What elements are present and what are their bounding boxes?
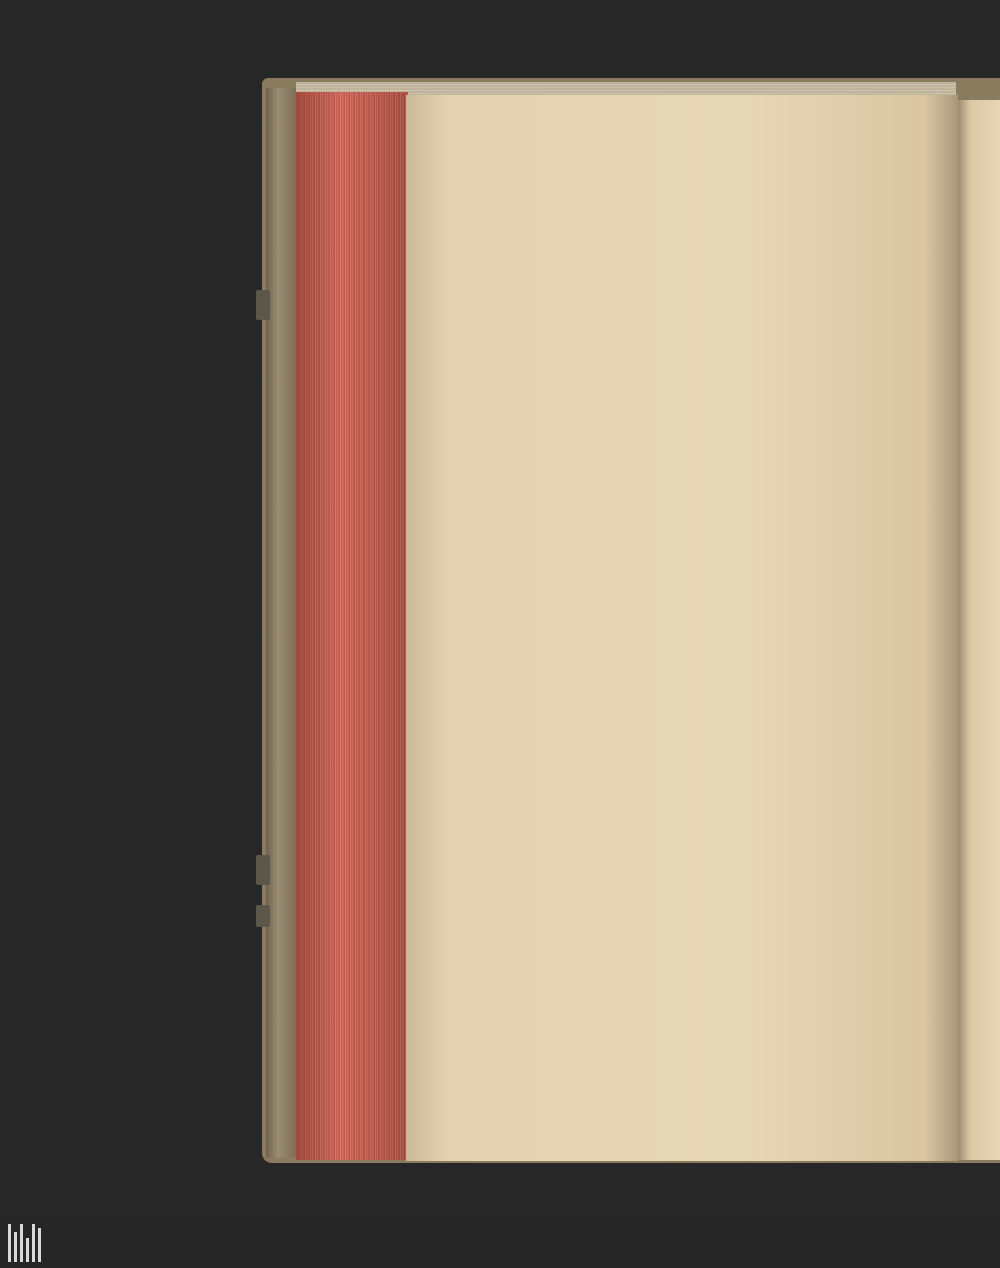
next-page-edge <box>958 100 1000 1160</box>
clasp-upper <box>256 290 270 320</box>
library-logo-icon <box>8 1224 48 1262</box>
book-cover-edge <box>266 88 296 1158</box>
footer-bar <box>0 1218 1000 1268</box>
page-stack-shading <box>296 92 408 1160</box>
clasp-lower <box>256 855 270 885</box>
clasp-lower-2 <box>256 905 270 927</box>
running-head <box>478 133 522 158</box>
book-page-110 <box>406 95 958 1161</box>
